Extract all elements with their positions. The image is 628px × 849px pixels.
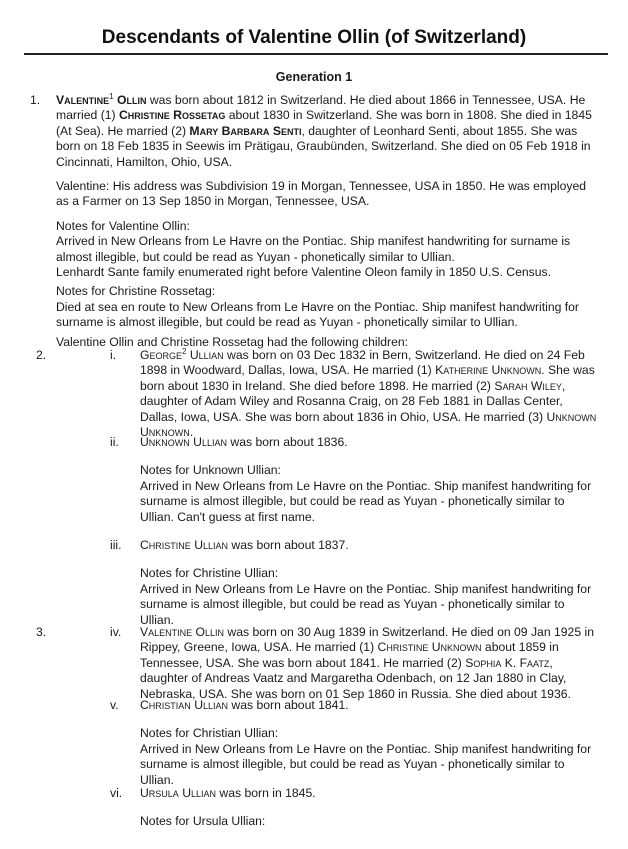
child-text: was born about 1841.	[228, 698, 349, 712]
title-rule	[24, 53, 608, 55]
child-entry	[140, 786, 598, 830]
child-entry	[140, 435, 598, 525]
child-number: 3.	[36, 625, 47, 639]
spouse-name: Katherine Unknown	[435, 363, 542, 378]
generation-heading: Generation 1	[275, 70, 353, 84]
person-entry	[56, 93, 594, 350]
child-text: was born in 1845.	[216, 786, 316, 800]
child-text: was born about 1836.	[227, 435, 348, 449]
child-entry	[140, 698, 598, 788]
child-text: , daughter of Adam Wiley and Rosanna Craig, on 28 Feb 1881 in Dallas Center, Dallas, Iowa, USA. She was born about 1836 in Ohio, USA. He married (3)	[140, 378, 566, 424]
child-text: . She was born about 1830 in Ireland. She died before 1898. He married (2)	[140, 363, 595, 393]
child-text: , daughter of Andreas Vaatz and Margaretha Odenbach, on 12 Jan 1880 in Clay, Nebraska, USA. She was born on 01 Sep 1860 in Russia. She died about 1936.	[140, 655, 571, 701]
children-intro: Valentine Ollin and Christine Rossetag had the following children:	[56, 334, 409, 349]
spouse-name: Mary Barbara Senti	[189, 123, 302, 138]
child-name: Valentine Ollin	[140, 625, 225, 639]
summary-text: about 1830 in Switzerland. She was born in 1808. She died in 1845 (At Sea). He married (2)	[56, 108, 592, 138]
child-text: was born on 03 Dec 1832 in Bern, Switzerland. He died on 24 Feb 1898 in Woodward, Dallas, Iowa, USA. He married (1)	[140, 348, 585, 378]
generation-superscript: 1	[109, 91, 114, 101]
person-summary	[56, 93, 594, 170]
child-text: was born about 1837.	[228, 538, 349, 552]
child-roman: vi.	[110, 786, 123, 800]
notes-text: Lenhardt Sante family enumerated right before Valentine Oleon family in 1850 U.S. Census.	[56, 265, 552, 280]
spouse-name: Sarah Wiley	[494, 378, 562, 393]
child-roman: iii.	[110, 538, 122, 552]
child-name: Christian Ullian	[140, 698, 229, 712]
child-name: Ursula Ullian	[140, 786, 217, 800]
notes-text: Arrived in New Orleans from Le Havre on the Pontiac. Ship manifest handwriting for surname is almost illegible, but could be read as Yuyan - phonetically similar to Ullian.	[140, 581, 592, 627]
child-number: 2.	[36, 348, 47, 362]
spouse-name: Sophia K. Faatz	[465, 655, 550, 670]
notes-heading: Notes for Unknown Ullian:	[140, 463, 281, 478]
page-title: Descendants of Valentine Ollin (of Switzerland)	[101, 27, 527, 48]
summary-text: , daughter of Leonhard Senti, about 1855. She was born on 18 Feb 1835 in Seewis im Prätigau, Graubünden, Switzerland. She died on 05 Feb 1918 in Cincinnati, Hamilton, Ohio, USA.	[56, 123, 591, 169]
child-text: about 1859 in Tennessee, USA. She was born about 1841. He married (2)	[140, 640, 559, 670]
child-surname: Ullian	[189, 348, 224, 362]
child-text: .	[189, 425, 194, 440]
spouse-name: Christine Unknown	[377, 640, 482, 655]
spouse-name: Christine Rossetag	[118, 108, 226, 123]
child-entry	[140, 538, 598, 628]
notes-heading: Notes for Christine Ullian:	[140, 566, 279, 581]
notes-heading: Notes for Ursula Ullian:	[140, 814, 266, 829]
notes-text: Arrived in New Orleans from Le Havre on the Pontiac. Ship manifest handwriting for surname is almost illegible, but could be read as Yuyan - phonetically similar to Ullian.	[140, 741, 592, 787]
child-roman: i.	[110, 348, 117, 362]
child-roman: v.	[110, 698, 119, 712]
person-name: Valentine	[56, 93, 110, 107]
person-address: Valentine: His address was Subdivision 19 in Morgan, Tennessee, USA in 1850. He was employed as a Farmer on 13 Sep 1850 in Morgan, Tennessee, USA.	[56, 179, 587, 209]
notes-heading: Notes for Christian Ullian:	[140, 726, 279, 741]
child-roman: iv.	[110, 625, 122, 639]
notes-heading: Notes for Valentine Ollin:	[56, 218, 190, 233]
child-text: was born on 30 Aug 1839 in Switzerland. He died on 09 Jan 1925 in Rippey, Greene, Iowa, USA. He married (1)	[140, 625, 594, 655]
child-name: George	[140, 348, 182, 362]
child-entry	[140, 625, 598, 702]
person-surname: Ollin	[116, 93, 147, 107]
child-name: Unknown Ullian	[140, 435, 227, 449]
spouse-name: Unknown Unknown	[140, 409, 597, 440]
notes-text: Arrived in New Orleans from Le Havre on the Pontiac. Ship manifest handwriting for surname is almost illegible, but could be read as Yuyan - phonetically similar to Ullian.	[56, 234, 571, 264]
notes-text: Arrived in New Orleans from Le Havre on the Pontiac. Ship manifest handwriting for surname is almost illegible, but could be read as Yuyan - phonetically similar to Ullian. Can't guess at first name.	[140, 478, 592, 524]
person-number: 1.	[30, 93, 41, 107]
summary-text: was born about 1812 in Switzerland. He died about 1866 in Tennessee, USA. He married (1)	[56, 93, 586, 123]
child-roman: ii.	[110, 435, 119, 449]
notes-heading: Notes for Christine Rossetag:	[56, 284, 216, 299]
generation-superscript: 2	[182, 346, 187, 356]
notes-text: Died at sea en route to New Orleans from Le Havre on the Pontiac. Ship manifest handwriting for surname is almost illegible, but could be read as Yuyan - phonetically similar to Ullian.	[56, 299, 579, 330]
child-entry	[140, 348, 598, 440]
child-name: Christine Ullian	[140, 538, 229, 552]
